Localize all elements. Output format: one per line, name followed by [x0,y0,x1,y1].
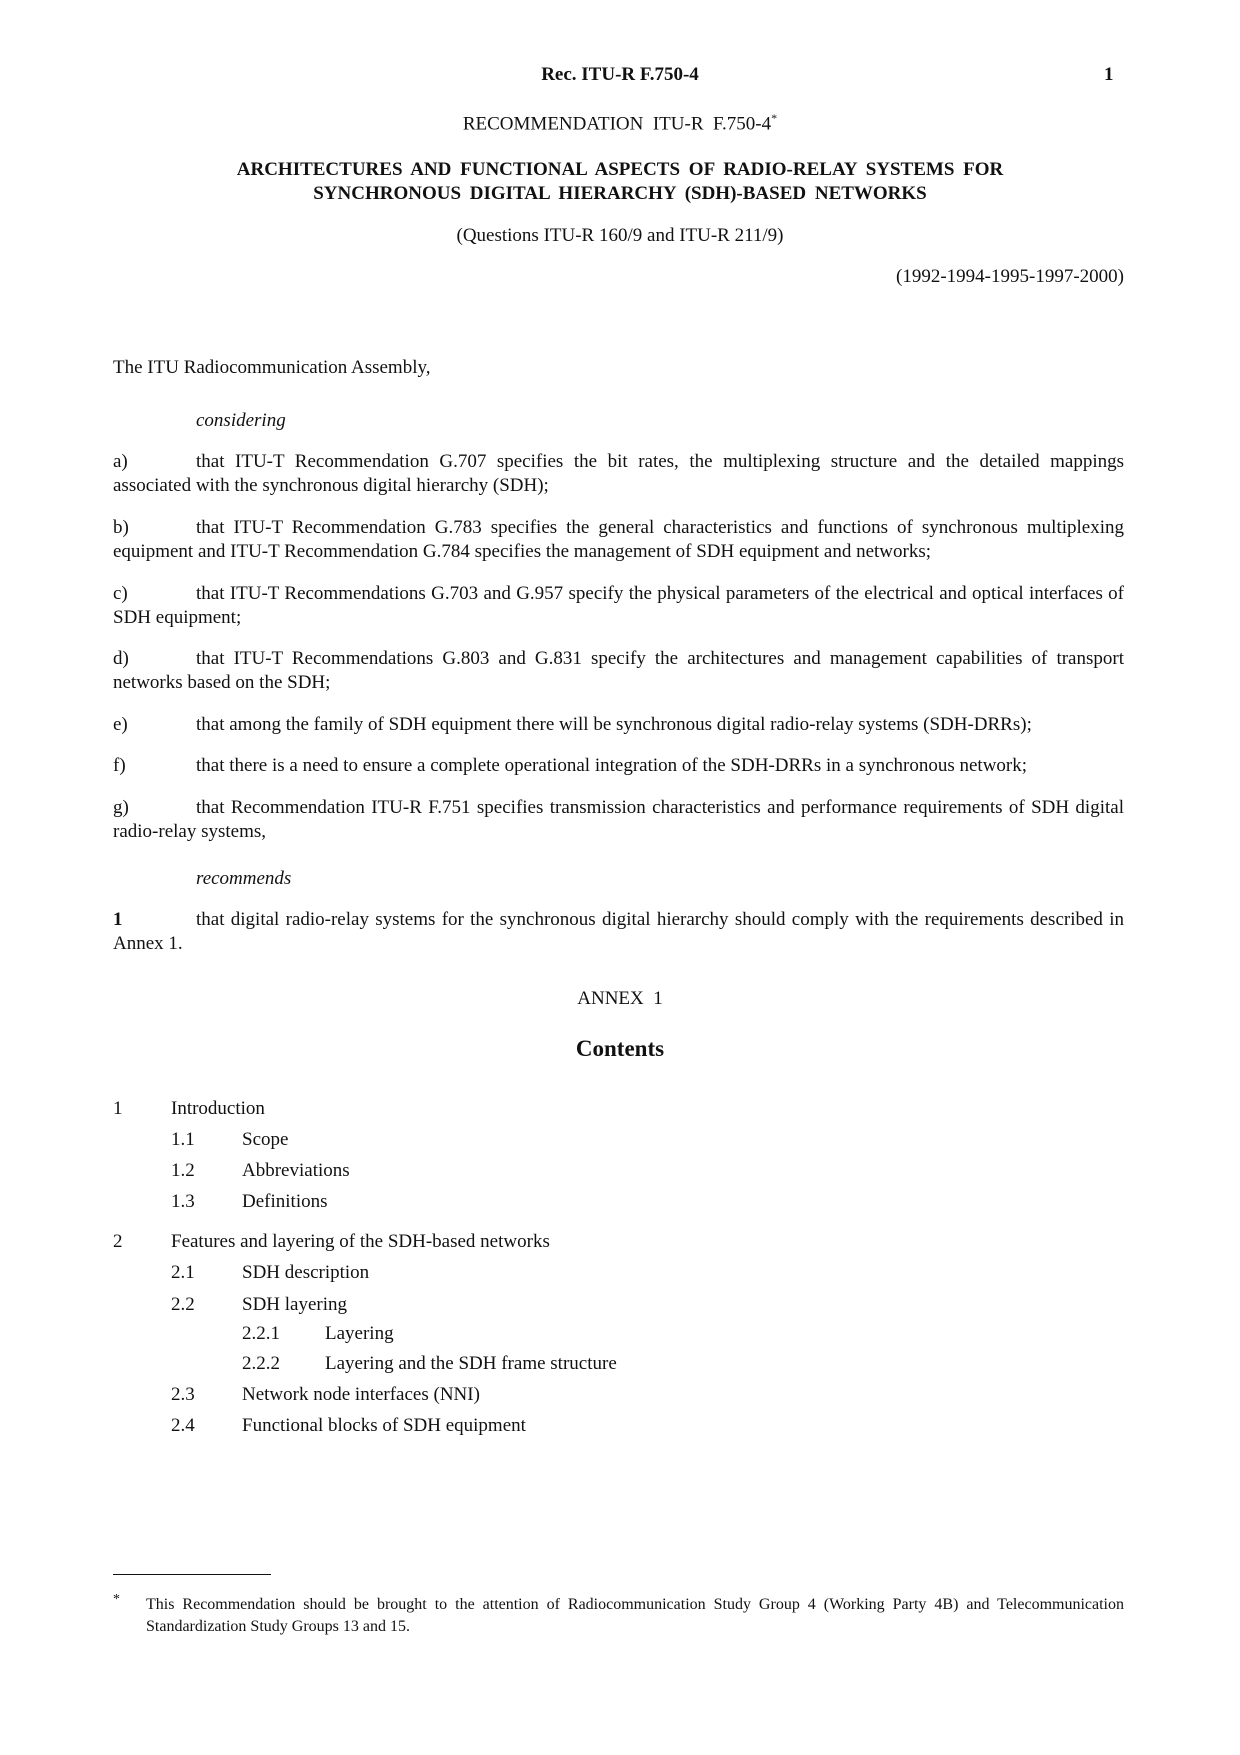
item-text: that ITU-T Recommendation G.707 specifies the bit rates, the multiplexing structure and the detailed mappings associated with the synchronous digital hierarchy (SDH); [113,451,1124,496]
footnote-text: This Recommendation should be brought to the attention of Radiocommunication Study Group 4 (Working Party 4B) and Telecommunication Standardization Study Groups 13 and 15. [146,1596,1124,1635]
toc-title: Layering and the SDH frame structure [325,1353,617,1374]
item-label: 1 [113,909,123,930]
item-label: d) [113,648,129,669]
toc-title: Introduction [171,1098,265,1119]
toc-title: Functional blocks of SDH equipment [242,1415,526,1436]
footnote-reference: * [771,111,778,125]
toc-number: 2.3 [171,1384,195,1405]
toc-title: Definitions [242,1191,328,1212]
toc-title: SDH description [242,1262,370,1283]
contents-heading: Contents [575,1036,665,1061]
questions-reference: (Questions ITU-R 160/9 and ITU-R 211/9) [456,225,784,246]
toc-title: Abbreviations [242,1160,350,1181]
toc-number: 2.2.1 [242,1323,280,1344]
running-title: Rec. ITU-R F.750-4 [541,64,699,85]
main-title-line-2: SYNCHRONOUS DIGITAL HIERARCHY (SDH)-BASED NETWORKS [313,183,927,204]
footnote-separator [113,1574,271,1575]
toc-number: 1.2 [171,1160,195,1181]
item-label: c) [113,583,128,604]
item-text: that there is a need to ensure a complete operational integration of the SDH-DRRs in a synchronous network; [196,755,1028,776]
considering-heading: considering [196,410,286,431]
main-title-line-1: ARCHITECTURES AND FUNCTIONAL ASPECTS OF RADIO-RELAY SYSTEMS FOR [236,159,1004,180]
toc-number: 2.4 [171,1415,195,1436]
toc-number: 1 [113,1098,123,1119]
item-text: that ITU-T Recommendations G.703 and G.957 specify the physical parameters of the electrical and optical interfaces of SDH equipment; [113,583,1124,628]
item-label: a) [113,451,128,472]
assembly-statement: The ITU Radiocommunication Assembly, [113,357,431,378]
item-text: that among the family of SDH equipment there will be synchronous digital radio-relay systems (SDH-DRRs); [196,714,1032,735]
toc-title: Layering [325,1323,394,1344]
toc-number: 1.3 [171,1191,195,1212]
toc-number: 2 [113,1231,123,1252]
item-label: f) [113,755,126,776]
page-number: 1 [1104,64,1114,85]
item-label: e) [113,714,128,735]
annex-title: ANNEX 1 [577,988,663,1009]
item-text: that ITU-T Recommendations G.803 and G.831 specify the architectures and management capabilities of transport networks based on the SDH; [113,648,1124,693]
toc-title: SDH layering [242,1294,348,1315]
item-label: g) [113,797,129,818]
toc-title: Network node interfaces (NNI) [242,1384,480,1405]
recommends-heading: recommends [196,868,292,889]
item-text: that Recommendation ITU-R F.751 specifies transmission characteristics and performance requirements of SDH digital radio-relay systems, [113,797,1124,842]
item-text: that ITU-T Recommendation G.783 specifies the general characteristics and functions of synchronous multiplexing equipment and ITU-T Recommendation G.784 specifies the management of SDH equipment and networks; [113,517,1124,562]
item-text: that digital radio-relay systems for the synchronous digital hierarchy should comply with the requirements described in Annex 1. [113,909,1124,954]
item-label: b) [113,517,129,538]
toc-title: Scope [242,1129,289,1150]
toc-number: 2.2 [171,1294,195,1315]
toc-title: Features and layering of the SDH-based networks [171,1231,550,1252]
toc-number: 1.1 [171,1129,195,1150]
revision-years: (1992-1994-1995-1997-2000) [896,266,1124,287]
toc-number: 2.1 [171,1262,195,1283]
footnote-marker: * [113,1592,120,1607]
recommendation-title-text: RECOMMENDATION ITU-R F.750-4 [462,113,772,135]
toc-number: 2.2.2 [242,1353,280,1374]
